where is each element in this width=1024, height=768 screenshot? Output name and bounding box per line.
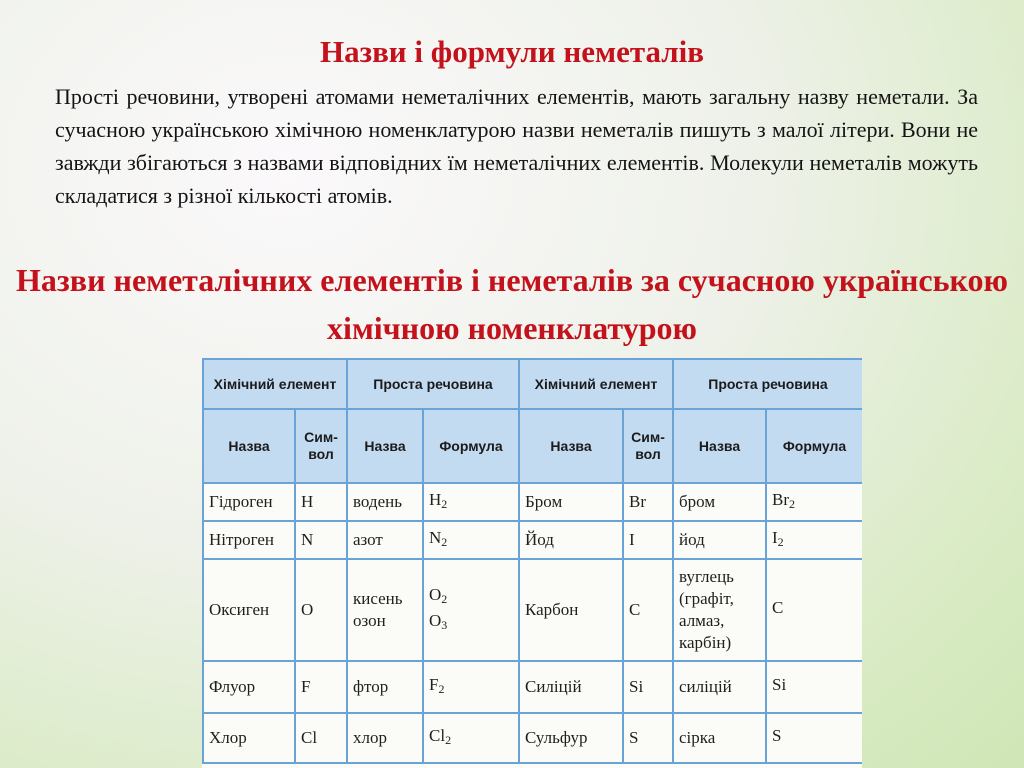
page-title: Назви і формули неметалів: [320, 34, 704, 69]
element-name: Гідроген: [203, 483, 295, 521]
table-caption: Назви неметалічних елементів і неметалів за сучасною українською хімічною номенклатурою: [16, 262, 1008, 346]
header-substance-right: Проста речовина: [673, 359, 862, 409]
table-row: [203, 661, 862, 713]
substance-formula: Si: [766, 661, 862, 713]
substance-formula: $Br_2$: [766, 483, 862, 521]
header-element-right: Хімічний елемент: [519, 359, 673, 409]
intro-paragraph: Прості речовини, утворені атомами неметалічних елементів, мають загальну назву неметали. За сучасною українською хімічною номенклатурою назви неметалів пишуть з малої літери. Вони не завжди збігаються з назвами відповідних їм неметалічних елементів. Молекули неметалів можуть складатися з різної кількості атомів.: [55, 84, 978, 208]
substance-name: вуглець (графіт, алмаз, карбін): [673, 559, 766, 661]
substance-formula: $N_2$: [423, 521, 519, 559]
element-symbol: H: [295, 483, 347, 521]
col-substance-name: Назва: [673, 409, 766, 483]
table-row: [203, 483, 862, 521]
element-symbol: Si: [623, 661, 673, 713]
element-name: Карбон: [519, 559, 623, 661]
substance-formula: $Cl_2$: [423, 713, 519, 763]
element-name: Хлор: [203, 713, 295, 763]
col-symbol: Сим-вол: [295, 409, 347, 483]
substance-name: хлор: [347, 713, 423, 763]
element-symbol: Br: [623, 483, 673, 521]
elements-table-wrapper: [202, 358, 862, 768]
substance-name: кисень озон: [347, 559, 423, 661]
element-symbol: S: [623, 713, 673, 763]
element-symbol: C: [623, 559, 673, 661]
substance-name: силіцій: [673, 661, 766, 713]
substance-name: фтор: [347, 661, 423, 713]
substance-name: водень: [347, 483, 423, 521]
element-name: Нітроген: [203, 521, 295, 559]
table-row: [203, 559, 862, 661]
element-symbol: I: [623, 521, 673, 559]
element-name: Йод: [519, 521, 623, 559]
col-element-name: Назва: [203, 409, 295, 483]
col-substance-name: Назва: [347, 409, 423, 483]
element-name: Оксиген: [203, 559, 295, 661]
element-name: Сульфур: [519, 713, 623, 763]
substance-name: сірка: [673, 713, 766, 763]
element-name: Бром: [519, 483, 623, 521]
substance-formula: C: [766, 559, 862, 661]
table-row: [203, 713, 862, 763]
element-symbol: N: [295, 521, 347, 559]
element-symbol: O: [295, 559, 347, 661]
element-name: Силіцій: [519, 661, 623, 713]
substance-formula: $O_2$ $O_3$: [423, 559, 519, 661]
table-row: [203, 521, 862, 559]
substance-name: бром: [673, 483, 766, 521]
substance-formula: $H_2$: [423, 483, 519, 521]
header-substance-left: Проста речовина: [347, 359, 519, 409]
col-formula: Формула: [766, 409, 862, 483]
elements-table: [202, 358, 862, 764]
element-name: Флуор: [203, 661, 295, 713]
substance-name: азот: [347, 521, 423, 559]
substance-formula: S: [766, 713, 862, 763]
substance-name: йод: [673, 521, 766, 559]
substance-formula: $F_2$: [423, 661, 519, 713]
element-symbol: Cl: [295, 713, 347, 763]
element-symbol: F: [295, 661, 347, 713]
col-element-name: Назва: [519, 409, 623, 483]
col-formula: Формула: [423, 409, 519, 483]
col-symbol: Сим-вол: [623, 409, 673, 483]
substance-formula: $I_2$: [766, 521, 862, 559]
header-element-left: Хімічний елемент: [203, 359, 347, 409]
